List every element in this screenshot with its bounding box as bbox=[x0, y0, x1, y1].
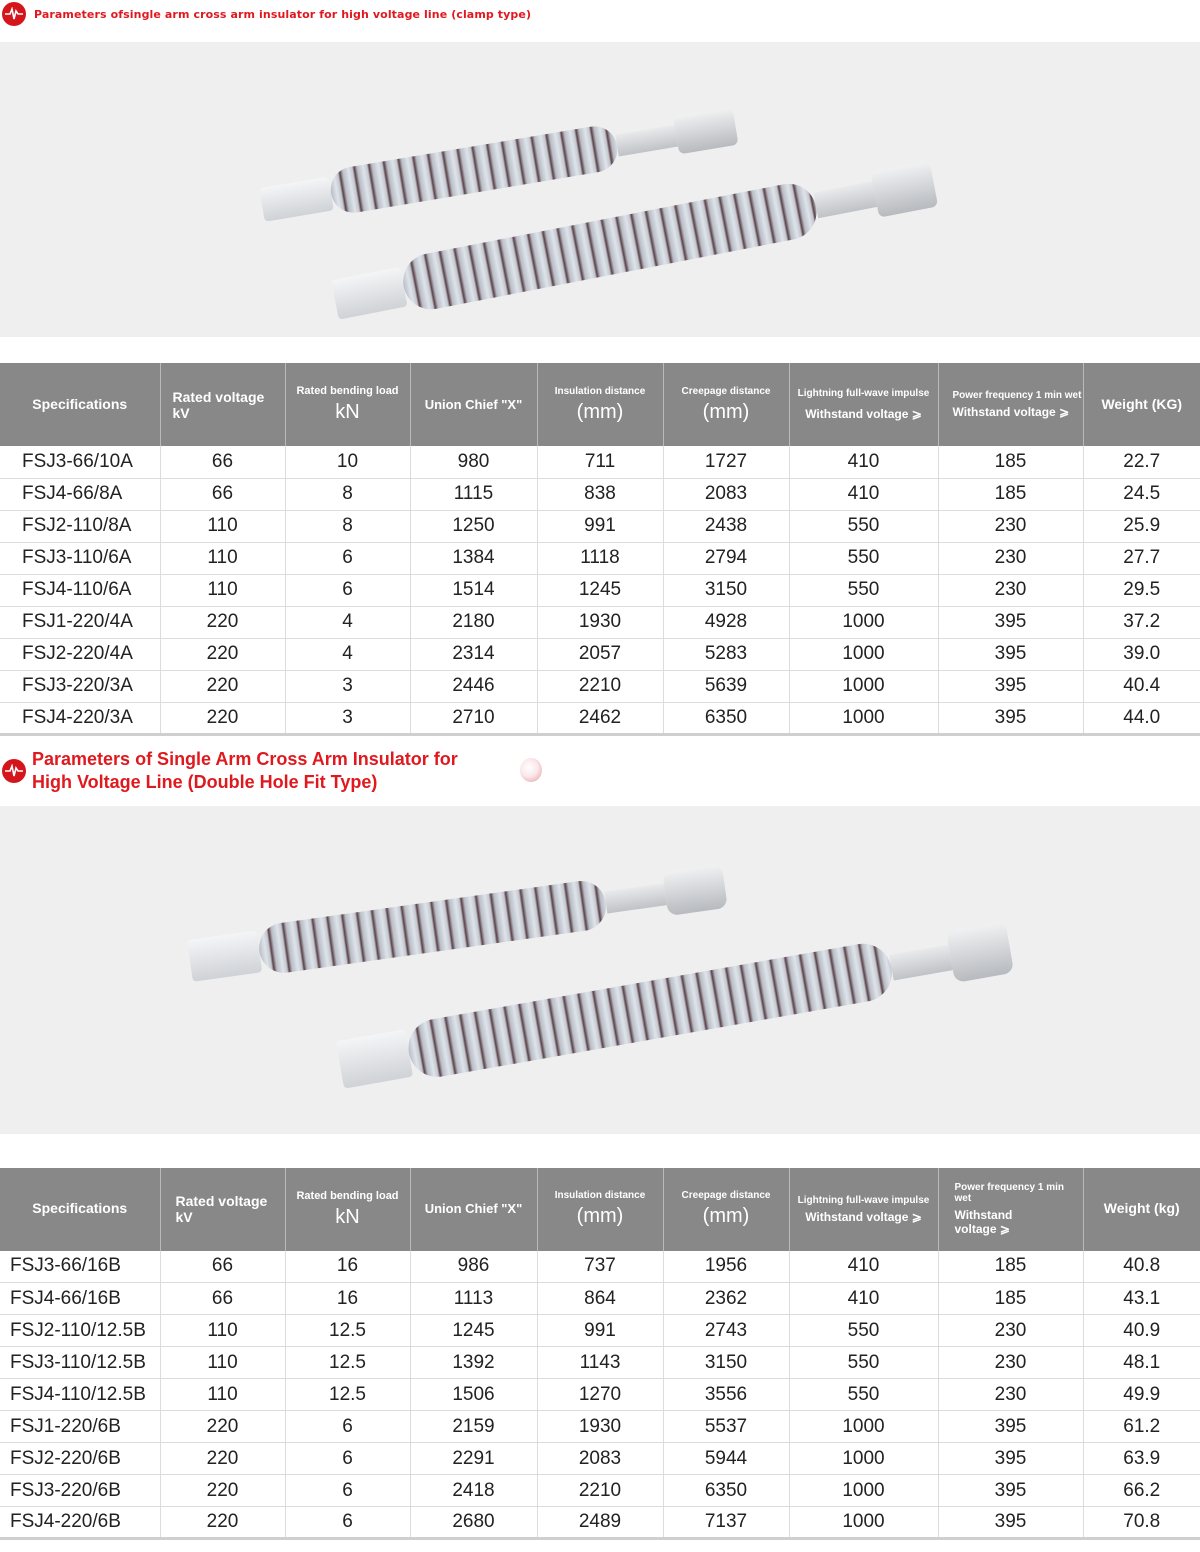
header-bending-load: Rated bending load kN bbox=[285, 363, 410, 446]
cell-weight: 48.1 bbox=[1083, 1347, 1200, 1379]
cell-creepage-distance: 6350 bbox=[663, 702, 789, 734]
cell-union-chief: 2314 bbox=[410, 638, 537, 670]
cell-spec-name: FSJ4-220/3A bbox=[0, 702, 160, 734]
cell-insulation-distance: 991 bbox=[537, 510, 663, 542]
cell-insulation-distance: 1930 bbox=[537, 1411, 663, 1443]
cell-rated-voltage: 110 bbox=[160, 510, 285, 542]
cell-insulation-distance: 1270 bbox=[537, 1379, 663, 1411]
cell-rated-voltage: 220 bbox=[160, 1507, 285, 1539]
cell-lightning-impulse: 550 bbox=[789, 542, 938, 574]
header-insulation-distance: Insulation distance (mm) bbox=[537, 1168, 663, 1251]
cell-bending-load: 12.5 bbox=[285, 1379, 410, 1411]
cell-lightning-impulse: 1000 bbox=[789, 702, 938, 734]
cell-power-frequency: 395 bbox=[938, 638, 1083, 670]
cell-weight: 63.9 bbox=[1083, 1443, 1200, 1475]
cell-weight: 29.5 bbox=[1083, 574, 1200, 606]
cell-rated-voltage: 220 bbox=[160, 606, 285, 638]
cell-rated-voltage: 66 bbox=[160, 1283, 285, 1315]
cell-lightning-impulse: 550 bbox=[789, 1347, 938, 1379]
cell-insulation-distance: 991 bbox=[537, 1315, 663, 1347]
cell-bending-load: 12.5 bbox=[285, 1347, 410, 1379]
cell-spec-name: FSJ1-220/4A bbox=[0, 606, 160, 638]
header-creepage-distance: Creepage distance (mm) bbox=[663, 363, 789, 446]
pulse-logo-icon bbox=[2, 759, 26, 783]
cell-creepage-distance: 4928 bbox=[663, 606, 789, 638]
cell-power-frequency: 230 bbox=[938, 542, 1083, 574]
cell-union-chief: 986 bbox=[410, 1251, 537, 1283]
cell-lightning-impulse: 1000 bbox=[789, 1475, 938, 1507]
cell-lightning-impulse: 550 bbox=[789, 1315, 938, 1347]
cell-rated-voltage: 110 bbox=[160, 1347, 285, 1379]
cell-bending-load: 8 bbox=[285, 478, 410, 510]
cell-lightning-impulse: 410 bbox=[789, 478, 938, 510]
cell-bending-load: 16 bbox=[285, 1251, 410, 1283]
cell-weight: 39.0 bbox=[1083, 638, 1200, 670]
header-union-chief: Union Chief "X" bbox=[410, 1168, 537, 1251]
cell-bending-load: 12.5 bbox=[285, 1315, 410, 1347]
table-row bbox=[0, 1379, 1200, 1411]
cell-power-frequency: 185 bbox=[938, 478, 1083, 510]
table-row bbox=[0, 606, 1200, 638]
cell-lightning-impulse: 410 bbox=[789, 446, 938, 478]
cell-creepage-distance: 5283 bbox=[663, 638, 789, 670]
cell-power-frequency: 395 bbox=[938, 606, 1083, 638]
cell-spec-name: FSJ3-220/3A bbox=[0, 670, 160, 702]
table-row bbox=[0, 1507, 1200, 1539]
cell-lightning-impulse: 410 bbox=[789, 1283, 938, 1315]
cell-creepage-distance: 6350 bbox=[663, 1475, 789, 1507]
cell-lightning-impulse: 1000 bbox=[789, 1411, 938, 1443]
cell-spec-name: FSJ2-220/6B bbox=[0, 1443, 160, 1475]
cell-insulation-distance: 1118 bbox=[537, 542, 663, 574]
cell-power-frequency: 395 bbox=[938, 1443, 1083, 1475]
cell-creepage-distance: 2362 bbox=[663, 1283, 789, 1315]
cell-creepage-distance: 2794 bbox=[663, 542, 789, 574]
cell-union-chief: 1115 bbox=[410, 478, 537, 510]
table-row bbox=[0, 446, 1200, 478]
cell-weight: 40.8 bbox=[1083, 1251, 1200, 1283]
cell-union-chief: 2446 bbox=[410, 670, 537, 702]
cell-weight: 61.2 bbox=[1083, 1411, 1200, 1443]
insulator-upper bbox=[187, 861, 729, 986]
cell-weight: 40.4 bbox=[1083, 670, 1200, 702]
cell-spec-name: FSJ4-66/8A bbox=[0, 478, 160, 510]
cell-insulation-distance: 838 bbox=[537, 478, 663, 510]
cell-rated-voltage: 220 bbox=[160, 638, 285, 670]
decorative-drop-icon bbox=[520, 758, 542, 782]
cell-rated-voltage: 110 bbox=[160, 1315, 285, 1347]
cell-union-chief: 2680 bbox=[410, 1507, 537, 1539]
cell-union-chief: 980 bbox=[410, 446, 537, 478]
cell-bending-load: 6 bbox=[285, 1507, 410, 1539]
table-row bbox=[0, 510, 1200, 542]
cell-insulation-distance: 864 bbox=[537, 1283, 663, 1315]
cell-creepage-distance: 2083 bbox=[663, 478, 789, 510]
header-weight: Weight (kg) bbox=[1083, 1168, 1200, 1251]
section-1-title-text: Parameters ofsingle arm cross arm insulator for high voltage line (clamp type) bbox=[34, 7, 532, 21]
table-header-row bbox=[0, 363, 1200, 446]
cell-union-chief: 1384 bbox=[410, 542, 537, 574]
table-row bbox=[0, 1443, 1200, 1475]
header-insulation-distance: Insulation distance (mm) bbox=[537, 363, 663, 446]
cell-rated-voltage: 66 bbox=[160, 1251, 285, 1283]
cell-weight: 66.2 bbox=[1083, 1475, 1200, 1507]
header-power-frequency: Power frequency 1 min wet Withstand voltage ⩾ bbox=[938, 1168, 1083, 1251]
header-rated-voltage: Rated voltage kV bbox=[160, 363, 285, 446]
cell-union-chief: 1506 bbox=[410, 1379, 537, 1411]
cell-bending-load: 3 bbox=[285, 702, 410, 734]
cell-lightning-impulse: 550 bbox=[789, 574, 938, 606]
cell-creepage-distance: 3556 bbox=[663, 1379, 789, 1411]
cell-creepage-distance: 7137 bbox=[663, 1507, 789, 1539]
cell-union-chief: 1245 bbox=[410, 1315, 537, 1347]
cell-lightning-impulse: 1000 bbox=[789, 1443, 938, 1475]
cell-power-frequency: 185 bbox=[938, 446, 1083, 478]
cell-bending-load: 6 bbox=[285, 542, 410, 574]
cell-bending-load: 3 bbox=[285, 670, 410, 702]
header-rated-voltage: Rated voltage kV bbox=[160, 1168, 285, 1251]
cell-creepage-distance: 5944 bbox=[663, 1443, 789, 1475]
table-row bbox=[0, 1411, 1200, 1443]
spec-table-clamp-type bbox=[0, 363, 1200, 736]
cell-insulation-distance: 737 bbox=[537, 1251, 663, 1283]
cell-weight: 44.0 bbox=[1083, 702, 1200, 734]
cell-spec-name: FSJ2-220/4A bbox=[0, 638, 160, 670]
cell-weight: 27.7 bbox=[1083, 542, 1200, 574]
cell-insulation-distance: 2083 bbox=[537, 1443, 663, 1475]
cell-power-frequency: 395 bbox=[938, 670, 1083, 702]
cell-spec-name: FSJ3-110/6A bbox=[0, 542, 160, 574]
cell-weight: 25.9 bbox=[1083, 510, 1200, 542]
spec-table-double-hole-type bbox=[0, 1168, 1200, 1541]
cell-weight: 37.2 bbox=[1083, 606, 1200, 638]
cell-bending-load: 4 bbox=[285, 638, 410, 670]
table-row bbox=[0, 702, 1200, 734]
cell-spec-name: FSJ2-110/12.5B bbox=[0, 1315, 160, 1347]
cell-union-chief: 2291 bbox=[410, 1443, 537, 1475]
cell-power-frequency: 230 bbox=[938, 1315, 1083, 1347]
cell-power-frequency: 230 bbox=[938, 510, 1083, 542]
cell-lightning-impulse: 550 bbox=[789, 510, 938, 542]
cell-lightning-impulse: 550 bbox=[789, 1379, 938, 1411]
cell-spec-name: FSJ1-220/6B bbox=[0, 1411, 160, 1443]
cell-power-frequency: 230 bbox=[938, 1347, 1083, 1379]
cell-insulation-distance: 1930 bbox=[537, 606, 663, 638]
cell-power-frequency: 395 bbox=[938, 1507, 1083, 1539]
cell-weight: 43.1 bbox=[1083, 1283, 1200, 1315]
table-header-row bbox=[0, 1168, 1200, 1251]
cell-bending-load: 6 bbox=[285, 1443, 410, 1475]
section-2-title-text: Parameters of Single Arm Cross Arm Insulator for High Voltage Line (Double Hole Fit Type) bbox=[32, 748, 458, 792]
cell-bending-load: 6 bbox=[285, 1475, 410, 1507]
cell-rated-voltage: 220 bbox=[160, 670, 285, 702]
cell-rated-voltage: 110 bbox=[160, 1379, 285, 1411]
table-row bbox=[0, 1315, 1200, 1347]
table-row bbox=[0, 1251, 1200, 1283]
cell-union-chief: 2710 bbox=[410, 702, 537, 734]
cell-union-chief: 1250 bbox=[410, 510, 537, 542]
cell-rated-voltage: 66 bbox=[160, 478, 285, 510]
cell-creepage-distance: 2438 bbox=[663, 510, 789, 542]
cell-weight: 70.8 bbox=[1083, 1507, 1200, 1539]
cell-power-frequency: 185 bbox=[938, 1283, 1083, 1315]
cell-spec-name: FSJ3-220/6B bbox=[0, 1475, 160, 1507]
header-specifications: Specifications bbox=[0, 1168, 160, 1251]
cell-power-frequency: 395 bbox=[938, 1475, 1083, 1507]
table-row bbox=[0, 1347, 1200, 1379]
cell-insulation-distance: 711 bbox=[537, 446, 663, 478]
cell-creepage-distance: 5537 bbox=[663, 1411, 789, 1443]
header-specifications: Specifications bbox=[0, 363, 160, 446]
cell-rated-voltage: 110 bbox=[160, 574, 285, 606]
cell-spec-name: FSJ4-110/12.5B bbox=[0, 1379, 160, 1411]
cell-spec-name: FSJ3-66/16B bbox=[0, 1251, 160, 1283]
cell-rated-voltage: 66 bbox=[160, 446, 285, 478]
cell-lightning-impulse: 1000 bbox=[789, 638, 938, 670]
pulse-logo-icon bbox=[2, 2, 26, 26]
cell-power-frequency: 230 bbox=[938, 1379, 1083, 1411]
section-2-title bbox=[0, 736, 1200, 806]
cell-weight: 22.7 bbox=[1083, 446, 1200, 478]
header-bending-load: Rated bending load kN bbox=[285, 1168, 410, 1251]
cell-creepage-distance: 1956 bbox=[663, 1251, 789, 1283]
cell-insulation-distance: 2210 bbox=[537, 1475, 663, 1507]
cell-lightning-impulse: 1000 bbox=[789, 1507, 938, 1539]
header-union-chief: Union Chief "X" bbox=[410, 363, 537, 446]
cell-insulation-distance: 2057 bbox=[537, 638, 663, 670]
cell-rated-voltage: 220 bbox=[160, 1475, 285, 1507]
cell-spec-name: FSJ3-66/10A bbox=[0, 446, 160, 478]
cell-insulation-distance: 2462 bbox=[537, 702, 663, 734]
cell-bending-load: 8 bbox=[285, 510, 410, 542]
cell-spec-name: FSJ4-220/6B bbox=[0, 1507, 160, 1539]
table-row bbox=[0, 478, 1200, 510]
cell-rated-voltage: 220 bbox=[160, 1443, 285, 1475]
cell-creepage-distance: 2743 bbox=[663, 1315, 789, 1347]
cell-lightning-impulse: 1000 bbox=[789, 606, 938, 638]
cell-union-chief: 2418 bbox=[410, 1475, 537, 1507]
cell-union-chief: 2180 bbox=[410, 606, 537, 638]
header-lightning-impulse: Lightning full-wave impulse Withstand voltage ⩾ bbox=[789, 1168, 938, 1251]
cell-creepage-distance: 3150 bbox=[663, 574, 789, 606]
cell-union-chief: 1514 bbox=[410, 574, 537, 606]
cell-power-frequency: 395 bbox=[938, 1411, 1083, 1443]
cell-bending-load: 6 bbox=[285, 1411, 410, 1443]
cell-rated-voltage: 220 bbox=[160, 1411, 285, 1443]
cell-spec-name: FSJ4-110/6A bbox=[0, 574, 160, 606]
cell-insulation-distance: 2489 bbox=[537, 1507, 663, 1539]
cell-creepage-distance: 1727 bbox=[663, 446, 789, 478]
cell-lightning-impulse: 410 bbox=[789, 1251, 938, 1283]
cell-insulation-distance: 1143 bbox=[537, 1347, 663, 1379]
table-row bbox=[0, 542, 1200, 574]
cell-insulation-distance: 1245 bbox=[537, 574, 663, 606]
header-lightning-impulse: Lightning full-wave impulse Withstand voltage ⩾ bbox=[789, 363, 938, 446]
cell-power-frequency: 395 bbox=[938, 702, 1083, 734]
cell-weight: 24.5 bbox=[1083, 478, 1200, 510]
header-weight: Weight (KG) bbox=[1083, 363, 1200, 446]
cell-union-chief: 1113 bbox=[410, 1283, 537, 1315]
table-row bbox=[0, 638, 1200, 670]
product-image-clamp-type bbox=[0, 42, 1200, 337]
header-creepage-distance: Creepage distance (mm) bbox=[663, 1168, 789, 1251]
table-row bbox=[0, 1283, 1200, 1315]
section-1-title bbox=[0, 0, 1200, 42]
cell-power-frequency: 230 bbox=[938, 574, 1083, 606]
cell-power-frequency: 185 bbox=[938, 1251, 1083, 1283]
header-power-frequency: Power frequency 1 min wet Withstand voltage ⩾ bbox=[938, 363, 1083, 446]
cell-creepage-distance: 3150 bbox=[663, 1347, 789, 1379]
cell-spec-name: FSJ3-110/12.5B bbox=[0, 1347, 160, 1379]
cell-lightning-impulse: 1000 bbox=[789, 670, 938, 702]
table-row bbox=[0, 574, 1200, 606]
cell-insulation-distance: 2210 bbox=[537, 670, 663, 702]
cell-union-chief: 2159 bbox=[410, 1411, 537, 1443]
cell-rated-voltage: 220 bbox=[160, 702, 285, 734]
table-row bbox=[0, 1475, 1200, 1507]
cell-bending-load: 10 bbox=[285, 446, 410, 478]
table-row bbox=[0, 670, 1200, 702]
cell-weight: 49.9 bbox=[1083, 1379, 1200, 1411]
cell-bending-load: 6 bbox=[285, 574, 410, 606]
cell-weight: 40.9 bbox=[1083, 1315, 1200, 1347]
cell-spec-name: FSJ2-110/8A bbox=[0, 510, 160, 542]
cell-rated-voltage: 110 bbox=[160, 542, 285, 574]
cell-spec-name: FSJ4-66/16B bbox=[0, 1283, 160, 1315]
cell-bending-load: 16 bbox=[285, 1283, 410, 1315]
cell-creepage-distance: 5639 bbox=[663, 670, 789, 702]
product-image-double-hole-type bbox=[0, 806, 1200, 1134]
cell-bending-load: 4 bbox=[285, 606, 410, 638]
cell-union-chief: 1392 bbox=[410, 1347, 537, 1379]
